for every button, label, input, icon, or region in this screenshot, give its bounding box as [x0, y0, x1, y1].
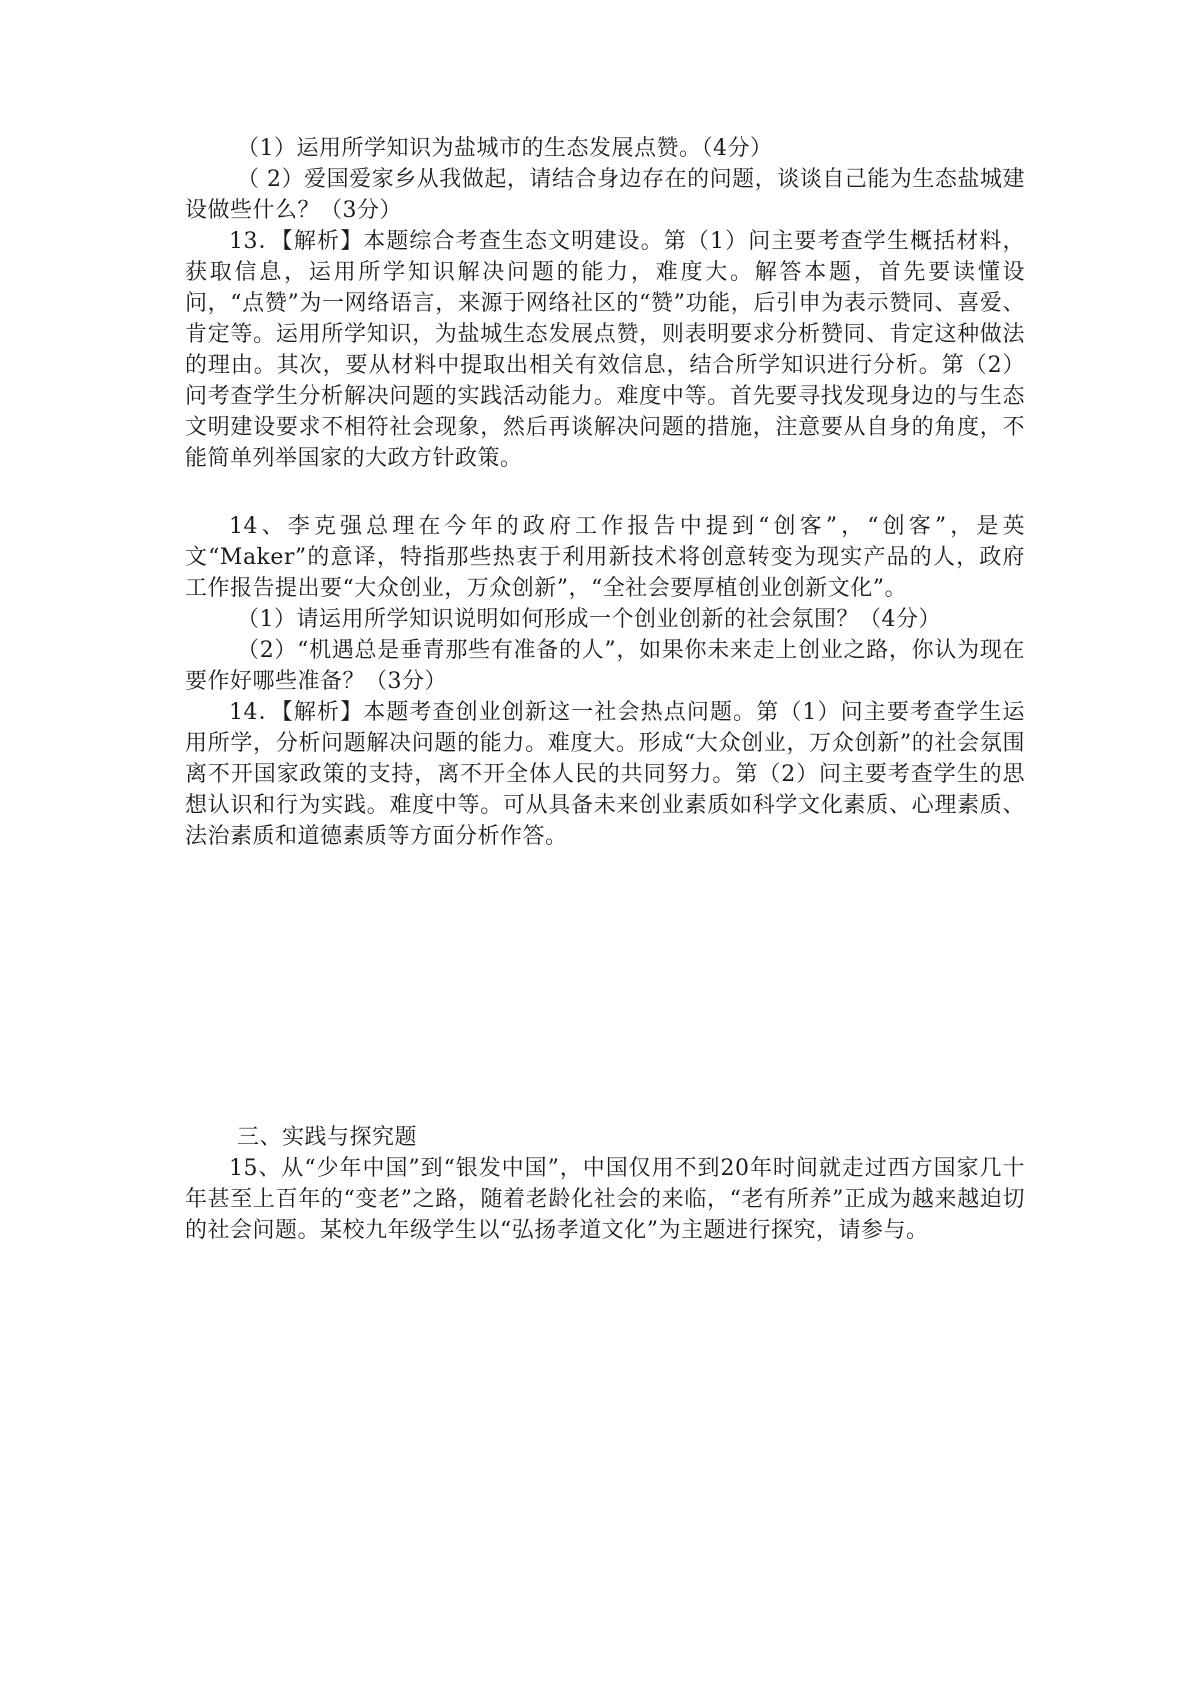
q15-stem: 15、从“少年中国”到“银发中国”，中国仅用不到20年时间就走过西方国家几十年甚至上百年的“变老”之路，随着老龄化社会的来临，“老有所养”正成为越来越迫切的社会问题。某校九年级学生以“弘扬孝道文化”为主题进行探究，请参与。	[185, 1156, 1025, 1243]
q14-analysis: 14．【解析】本题考查创业创新这一社会热点问题。第（1）问主要考查学生运用所学，分析问题解决问题的能力。难度大。形成“大众创业，万众创新”的社会氛围离不开国家政策的支持，离不开全体人民的共同努力。第（2）问主要考查学生的思想认识和行为实践。难度中等。可从具备未来创业素质如科学文化素质、心理素质、法治素质和道德素质等方面分析作答。	[185, 700, 1025, 849]
q14-part1: （1）请运用所学知识说明如何形成一个创业创新的社会氛围？（4分）	[237, 607, 941, 632]
q13-analysis: 13．【解析】本题综合考查生态文明建设。第（1）问主要考查学生概括材料，获取信息，运用所学知识解决问题的能力，难度大。解答本题，首先要读懂设问，“点赞”为一网络语言，来源于网络社区的“赞”功能，后引申为表示赞同、喜爱、肯定等。运用所学知识，为盐城生态发展点赞，则表明要求分析赞同、肯定这种做法的理由。其次，要从材料中提取出相关有效信息，结合所学知识进行分析。第（2）问考查学生分析解决问题的实践活动能力。难度中等。首先要寻找发现身边的与生态文明建设要求不相符社会现象，然后再谈解决问题的措施，注意要从自身的角度，不能简单列举国家的大政方针政策。	[185, 229, 1025, 471]
section3-heading: 三、实践与探究题	[237, 1125, 418, 1150]
q14-part2: （2）“机遇总是垂青那些有准备的人”，如果你未来走上创业之路，你认为现在要作好哪些准备？（3分）	[185, 638, 1025, 694]
q13-part1: （1）运用所学知识为盐城市的生态发展点赞。（4分）	[237, 136, 773, 161]
q13-part2: （ 2）爱国爱家乡从我做起，请结合身边存在的问题，谈谈自己能为生态盐城建设做些什么？（3分）	[185, 167, 1025, 223]
q14-stem: 14、李克强总理在今年的政府工作报告中提到“创客”，“创客”，是英文“Maker”的意译，特指那些热衷于利用新技术将创意转变为现实产品的人，政府工作报告提出要“大众创业，万众创新”，“全社会要厚植创业创新文化”。	[185, 514, 1025, 601]
